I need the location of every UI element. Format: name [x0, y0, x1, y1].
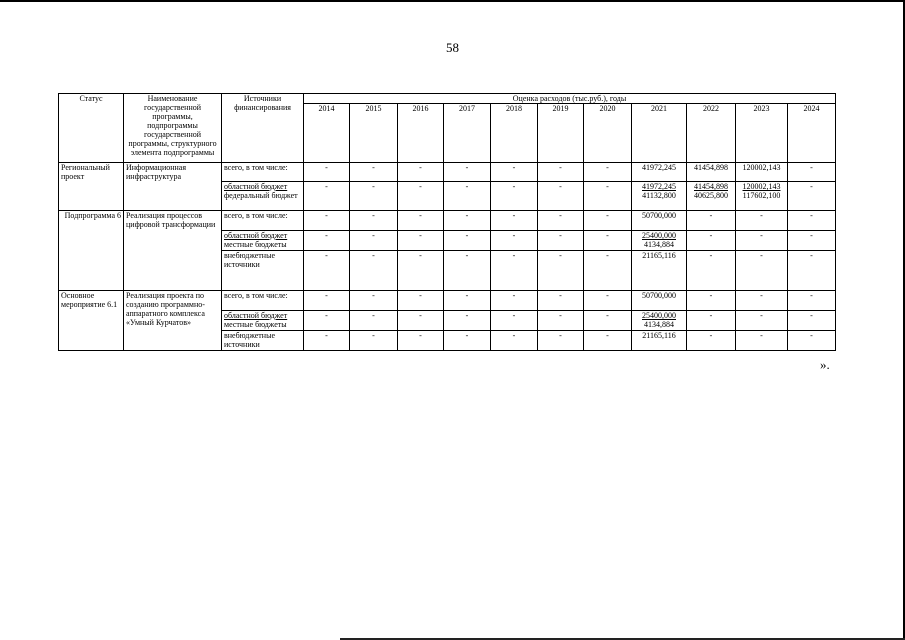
- value: 25400,000: [642, 231, 676, 240]
- value-cell: -: [304, 231, 350, 251]
- source-cell: всего, в том числе:: [222, 163, 304, 182]
- value-cell: -: [736, 331, 788, 351]
- source-cell: [222, 311, 304, 331]
- status-cell: Основное мероприятие 6.1: [59, 291, 124, 351]
- value-cell: -: [788, 331, 836, 351]
- value-cell: -: [398, 251, 444, 291]
- value-cell: -: [350, 251, 398, 291]
- value: 41132,800: [642, 191, 676, 200]
- value-cell: -: [304, 311, 350, 331]
- value: 25400,000: [642, 311, 676, 320]
- value-cell: -: [491, 211, 538, 231]
- value-cell: -: [398, 311, 444, 331]
- value-cell: -: [491, 231, 538, 251]
- value-cell: [632, 182, 687, 211]
- value-cell: -: [491, 291, 538, 311]
- value-cell: 41972,245: [632, 163, 687, 182]
- status-cell: Подпрограмма 6: [59, 211, 124, 291]
- year-header: 2015: [350, 104, 398, 163]
- value-cell: -: [444, 163, 491, 182]
- value-cell: -: [350, 291, 398, 311]
- value-cell: -: [444, 182, 491, 211]
- value: 40625,800: [694, 191, 728, 200]
- value-cell: 21165,116: [632, 331, 687, 351]
- value-cell: -: [788, 182, 836, 211]
- name-cell: Реализация проекта по созданию программно-аппаратного комплекса «Умный Курчатов»: [124, 291, 222, 351]
- value-cell: -: [687, 331, 736, 351]
- year-header: 2022: [687, 104, 736, 163]
- value-cell: [632, 231, 687, 251]
- year-header: 2024: [788, 104, 836, 163]
- value-cell: -: [350, 163, 398, 182]
- value-cell: -: [398, 331, 444, 351]
- value-cell: -: [304, 251, 350, 291]
- value: 4134,884: [644, 240, 674, 249]
- page-number: 58: [446, 40, 459, 55]
- value-cell: -: [687, 311, 736, 331]
- value-cell: -: [304, 331, 350, 351]
- year-header: 2021: [632, 104, 687, 163]
- year-header: 2016: [398, 104, 444, 163]
- value-cell: -: [304, 182, 350, 211]
- value-cell: -: [304, 211, 350, 231]
- value-cell: -: [444, 311, 491, 331]
- value-cell: 21165,116: [632, 251, 687, 291]
- value-cell: -: [584, 231, 632, 251]
- value-cell: -: [398, 231, 444, 251]
- page-border-top: [0, 0, 905, 2]
- value-cell: -: [538, 311, 584, 331]
- value-cell: -: [398, 163, 444, 182]
- value-cell: -: [788, 231, 836, 251]
- value-cell: -: [398, 291, 444, 311]
- value-cell: -: [788, 211, 836, 231]
- value: 41972,245: [642, 182, 676, 191]
- value-cell: -: [584, 211, 632, 231]
- value-cell: -: [444, 251, 491, 291]
- source-cell: всего, в том числе:: [222, 291, 304, 311]
- value-cell: -: [491, 251, 538, 291]
- year-header: 2014: [304, 104, 350, 163]
- value-cell: -: [350, 231, 398, 251]
- source-cell: [222, 231, 304, 251]
- table-row: [59, 211, 836, 231]
- value-cell: [632, 311, 687, 331]
- value-cell: -: [736, 311, 788, 331]
- name-cell: Информационная инфраструктура: [124, 163, 222, 211]
- value-cell: -: [687, 231, 736, 251]
- value-cell: -: [398, 211, 444, 231]
- value-cell: -: [687, 211, 736, 231]
- value-cell: 50700,000: [632, 211, 687, 231]
- table-row: [59, 291, 836, 311]
- value-cell: -: [538, 291, 584, 311]
- value-cell: -: [538, 182, 584, 211]
- value-cell: -: [538, 251, 584, 291]
- value-cell: -: [687, 291, 736, 311]
- year-header: 2019: [538, 104, 584, 163]
- source-label: областной бюджет: [224, 182, 288, 191]
- header-status: Статус: [59, 94, 124, 163]
- value-cell: [736, 182, 788, 211]
- value-cell: -: [736, 231, 788, 251]
- value-cell: -: [398, 182, 444, 211]
- header-name: Наименование государственной программы, подпрограммы государственной программы, структурного элемента подпрограммы: [124, 94, 222, 163]
- name-cell: Реализация процессов цифровой трансформации: [124, 211, 222, 291]
- year-header: 2023: [736, 104, 788, 163]
- header-sources: Источники финансирования: [222, 94, 304, 163]
- value-cell: -: [444, 291, 491, 311]
- table-row: [59, 163, 836, 182]
- value-cell: -: [491, 331, 538, 351]
- value-cell: -: [584, 331, 632, 351]
- value-cell: -: [538, 211, 584, 231]
- value-cell: -: [584, 311, 632, 331]
- value-cell: -: [350, 211, 398, 231]
- value: 117602,100: [742, 191, 781, 200]
- value-cell: -: [304, 163, 350, 182]
- value-cell: -: [788, 163, 836, 182]
- value-cell: -: [491, 311, 538, 331]
- value-cell: -: [584, 251, 632, 291]
- value-cell: 50700,000: [632, 291, 687, 311]
- value-cell: -: [491, 182, 538, 211]
- source-label: областной бюджет: [224, 231, 288, 240]
- value-cell: -: [350, 311, 398, 331]
- status-cell: Региональный проект: [59, 163, 124, 211]
- source-label: местные бюджеты: [224, 240, 287, 249]
- value-cell: -: [788, 251, 836, 291]
- source-cell: внебюджетные источники: [222, 331, 304, 351]
- header-expenses: Оценка расходов (тыс.руб.), годы: [304, 94, 836, 104]
- value-cell: -: [736, 291, 788, 311]
- value: 4134,884: [644, 320, 674, 329]
- year-header: 2018: [491, 104, 538, 163]
- year-header: 2017: [444, 104, 491, 163]
- source-cell: внебюджетные источники: [222, 251, 304, 291]
- year-header: 2020: [584, 104, 632, 163]
- value: 120002,143: [742, 182, 781, 191]
- source-label: федеральный бюджет: [224, 191, 298, 200]
- value-cell: -: [788, 291, 836, 311]
- value-cell: 120002,143: [736, 163, 788, 182]
- value-cell: -: [538, 163, 584, 182]
- value: 41454,898: [694, 182, 728, 191]
- source-label: областной бюджет: [224, 311, 288, 320]
- value-cell: -: [538, 331, 584, 351]
- source-cell: [222, 182, 304, 211]
- value-cell: -: [584, 163, 632, 182]
- value-cell: -: [584, 182, 632, 211]
- value-cell: [687, 182, 736, 211]
- value-cell: -: [687, 251, 736, 291]
- value-cell: -: [491, 163, 538, 182]
- value-cell: -: [350, 182, 398, 211]
- expense-table: [58, 93, 836, 351]
- value-cell: 41454,898: [687, 163, 736, 182]
- value-cell: -: [736, 211, 788, 231]
- value-cell: -: [444, 231, 491, 251]
- value-cell: -: [538, 231, 584, 251]
- value-cell: -: [736, 251, 788, 291]
- value-cell: -: [304, 291, 350, 311]
- value-cell: -: [788, 311, 836, 331]
- value-cell: -: [444, 331, 491, 351]
- closing-quote-mark: ».: [820, 357, 830, 372]
- value-cell: -: [350, 331, 398, 351]
- source-label: местные бюджеты: [224, 320, 287, 329]
- value-cell: -: [584, 291, 632, 311]
- value-cell: -: [444, 211, 491, 231]
- source-cell: всего, в том числе:: [222, 211, 304, 231]
